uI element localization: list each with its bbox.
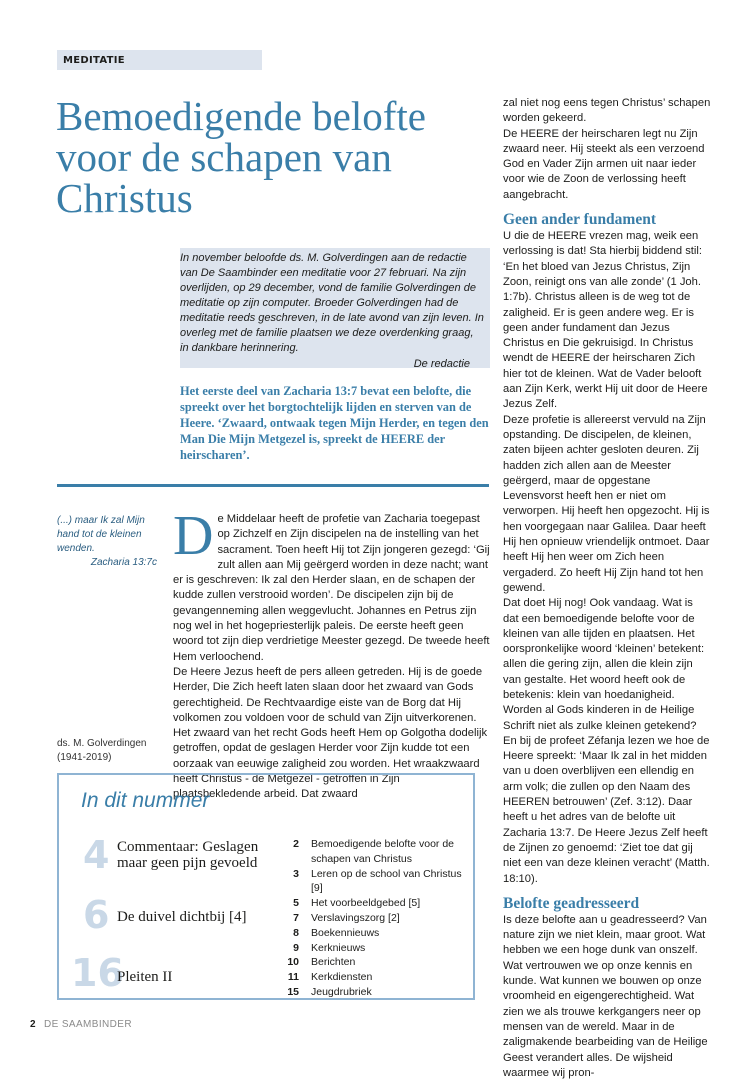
article-title: Bemoedigende belofte voor de schapen van Christus bbox=[56, 93, 427, 221]
feature-page-number: 4 bbox=[83, 833, 110, 877]
item-page-number: 3 bbox=[293, 867, 299, 880]
contents-list bbox=[281, 837, 471, 1000]
body-paragraph: U die de HEERE vrezen mag, weik een verlossing is dat! Sta hierbij biddend stil: ‘En het bloed van Jezus Christus, Zijn Zoon, reinigt ons van alle zonde’ (1 Joh. 1:7b). Christus alleen is de weg tot de zaligheid. Er is geen andere weg. Er is geen ander fundament dan Jezus Christus en Die gekruisigd. In Christus wendt de HEERE der heirscharen Zich hier tot de kleinen. Wat de Vader belooft aan Zijn Kerk, werkt Hij uit door de Heere Jezus Zelf. bbox=[503, 230, 708, 411]
author-credit bbox=[57, 737, 167, 765]
section-tag: MEDITATIE bbox=[57, 50, 262, 70]
contents-box bbox=[57, 773, 475, 1000]
feature-title: De duivel dichtbij [4] bbox=[117, 909, 247, 925]
contents-item[interactable] bbox=[281, 941, 471, 956]
page-footer bbox=[30, 1019, 132, 1030]
divider bbox=[57, 484, 489, 487]
feature-title: Commentaar: Geslagen maar geen pijn gevoeld bbox=[117, 839, 259, 871]
feature-title: Pleiten II bbox=[117, 969, 173, 985]
contents-item[interactable] bbox=[281, 896, 471, 911]
contents-feature[interactable] bbox=[59, 893, 279, 937]
item-page-number: 7 bbox=[293, 911, 299, 924]
item-title: Leren op de school van Christus [9] bbox=[311, 867, 462, 895]
item-title: Jeugdrubriek bbox=[311, 985, 372, 998]
item-page-number: 5 bbox=[293, 897, 299, 910]
body-paragraph: e Middelaar heeft de profetie van Zacharia toegepast op Zichzelf en Zijn discipelen na de instelling van het sacrament. Toen heeft Hij tot Zijn jongeren gezegd: ‘Gij zult allen aan Mij geërgerd worden in deze nacht; want er is geschreven: Ik zal den Herder slaan, en de schapen der kudde zullen verstrooid worden’. De discipelen zijn bij de gevangenneming allen weggevlucht. Johannes en Petrus zijn nog wel in het hogepriesterlijk paleis. De eerste heeft geen woord tot zijn diep verdrietige Meester gezegd. De tweede heeft Hem verloochend. bbox=[173, 513, 490, 663]
item-page-number: 11 bbox=[287, 971, 299, 984]
subheading: Geen ander fundament bbox=[503, 211, 657, 229]
item-title: Kerknieuws bbox=[311, 941, 366, 954]
item-title: Berichten bbox=[311, 956, 356, 969]
side-quote bbox=[57, 514, 157, 570]
intro-box bbox=[180, 248, 490, 368]
contents-item[interactable] bbox=[281, 911, 471, 926]
item-page-number: 10 bbox=[287, 956, 299, 969]
feature-page-number: 6 bbox=[83, 893, 110, 937]
item-page-number: 15 bbox=[287, 985, 299, 998]
body-paragraph: zal niet nog eens tegen Christus’ schapen worden gekeerd. bbox=[503, 97, 711, 125]
contents-item[interactable] bbox=[281, 837, 471, 867]
subheading: Belofte geadresseerd bbox=[503, 894, 640, 912]
item-title: Het voorbeeldgebed [5] bbox=[311, 897, 421, 910]
item-title: Boekennieuws bbox=[311, 926, 380, 939]
contents-item[interactable] bbox=[281, 926, 471, 941]
body-paragraph: De Heere Jezus heeft de pers alleen getreden. Hij is de goede Herder, Die Zich heeft laten slaan door het zwaard van Gods gerechtigheid. De Rechtvaardige eiste van de Borg dat Hij volkomen zou voldoen voor de schuld van Zijn uitverkorenen. Het zwaard van het recht Gods heeft Hem op Golgotha dodelijk getroffen, opdat de geslagen Herder voor Zijn kudde tot een oorzaak van eeuwige zaligheid zou worden. Het wraakzwaard heeft Christus - de Metgezel - getroffen in Zijn plaatsbekledende arbeid. Dat zwaard bbox=[173, 665, 488, 801]
drop-cap: D bbox=[173, 505, 214, 567]
body-paragraph: Is deze belofte aan u geadresseerd? Van nature zijn we niet klein, maar groot. Wat hebben we een hoge dunk van onszelf. Wat vertrouwen we op onze kennis en kunde. Wat kunnen we bouwen op onze vroomheid en eigengerechtigheid. Wat zien we als trouwe kerkgangers neer op mensen van de wereld. Maar in de zaligmakende bearbeiding van de Heilige Geest verandert alles. De wijsheid waarmee wij pron- bbox=[503, 913, 708, 1079]
contents-item[interactable] bbox=[281, 970, 471, 985]
footer-magazine-name: DE SAAMBINDER bbox=[43, 1019, 132, 1030]
contents-item[interactable] bbox=[281, 985, 471, 1000]
item-page-number: 9 bbox=[293, 941, 299, 954]
item-page-number: 8 bbox=[293, 926, 299, 939]
body-paragraph: Dat doet Hij nog! Ook vandaag. Wat is dat een bemoedigende belofte voor de kleinen van alle tijden en plaatsen. Het oorspronkelijke woord ‘kleinen’ betekent: allen die gering zijn, allen die klein zijn van gestalte. Het woord heeft ook de betekenis: klein van hoedanigheid. Worden al Gods kinderen in de Heilige Schrift niet als zulke kleinen getekend? En bij de profeet Zéfanja lezen we hoe de Heere spreekt: ‘Maar Ik zal in het midden van u doen overblijven een ellendig en arm volk; die zullen op den Naam des HEEREN betrouwen’ (Zef. 3:12). Daar heeft u het adres van de belofte uit Zacharia 13:7. De Heere Jezus Zelf heeft de Zijnen zo genoemd: ‘Ziet toe dat gij niet een van deze kleinen veracht’ (Matth. 18:10). bbox=[503, 597, 710, 885]
item-title: Verslavingszorg [2] bbox=[311, 911, 400, 924]
contents-feature[interactable] bbox=[59, 951, 279, 995]
footer-page-number: 2 bbox=[30, 1019, 36, 1030]
item-title: Kerkdiensten bbox=[311, 971, 373, 984]
side-quote-reference: Zacharia 13:7c bbox=[90, 557, 157, 568]
item-title: Bemoedigende belofte voor de schapen van Christus bbox=[311, 838, 455, 865]
intro-signature: De redactie bbox=[413, 358, 470, 370]
contents-item[interactable] bbox=[281, 867, 471, 897]
feature-page-number: 16 bbox=[71, 951, 124, 995]
item-page-number: 2 bbox=[293, 838, 299, 850]
contents-item[interactable] bbox=[281, 955, 471, 970]
right-column bbox=[503, 96, 711, 1081]
body-paragraph: De HEERE der heirscharen legt nu Zijn zwaard neer. Hij steekt als een verzoend God en Vader Zijn armen uit naar ieder voor wie de Zoon de verlossing heeft aangebracht. bbox=[503, 127, 705, 201]
contents-feature[interactable] bbox=[59, 833, 279, 877]
body-paragraph: Deze profetie is allereerst vervuld na Zijn opstanding. De discipelen, de kleinen, zaten bijeen achter gesloten deuren. Zij hadden zich allen aan de Meester geërgerd, maar de opgestane Levensvorst heeft hen er niet om verworpen. Hij heeft hen opgezocht. Hij is hen voorgegaan naar Galilea. Daar heeft Hij hen opnieuw vriendelijk ontmoet. Daar heeft Hij hen weer om Zich heen vergaderd. Zo heeft Hij Zijn hand tot hen gewend. bbox=[503, 413, 710, 594]
side-quote-text: (...) maar Ik zal Mijn hand tot de kleinen wenden. bbox=[57, 515, 145, 554]
intro-text: In november beloofde ds. M. Golverdingen aan de redactie van De Saambinder een meditatie voor 27 februari. Na zijn overlijden, op 29 december, vond de familie Golverdingen de meditatie op zijn computer. Broeder Golverdingen had de meditatie reeds geschreven, in de late avond van zijn leven. In overleg met de familie plaatsen we deze overdenking graag, in dankbare herinnering. bbox=[180, 252, 484, 354]
author-years: (1941-2019) bbox=[57, 752, 112, 763]
author-name: ds. M. Golverdingen bbox=[57, 738, 147, 749]
contents-title: In dit nummer bbox=[81, 789, 210, 812]
body-column bbox=[173, 505, 490, 803]
lead-paragraph: Het eerste deel van Zacharia 13:7 bevat een belofte, die spreekt over het borgtochtelijk lijden en sterven van de Heere. ‘Zwaard, ontwaak tegen Mijn Herder, en tegen den Man Die Mijn Metgezel is, spreekt de HEERE der heirscharen’. bbox=[180, 384, 489, 462]
